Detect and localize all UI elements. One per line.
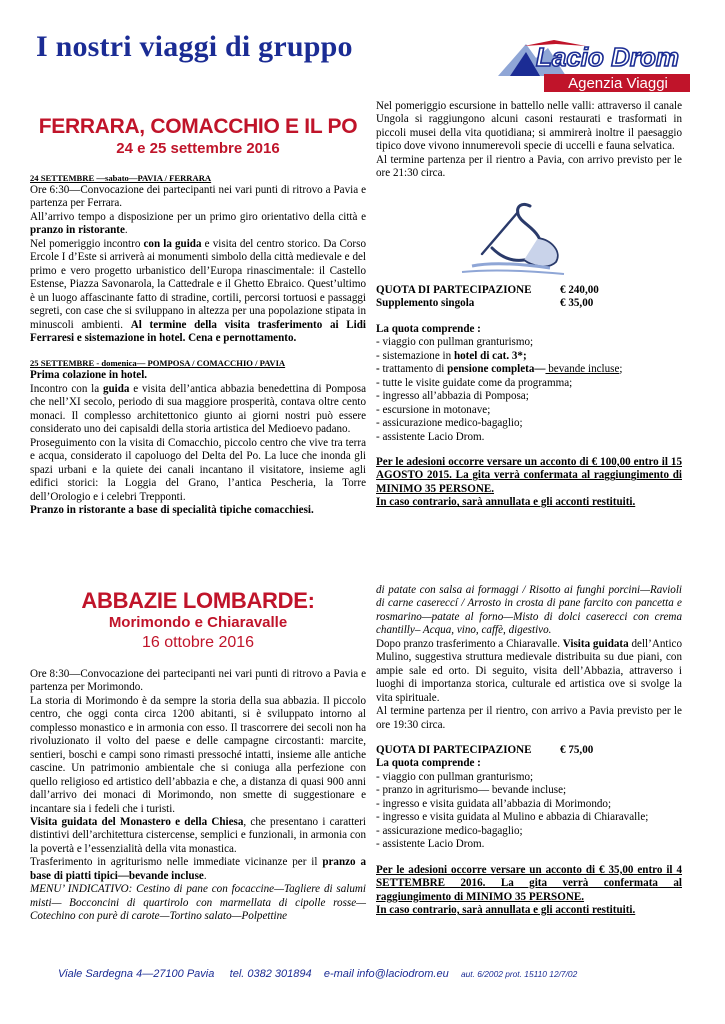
trip1-inc-7: - assicurazione medico-bagaglio; <box>376 417 523 430</box>
trip2-includes-heading: La quota comprende : <box>376 757 481 770</box>
trip1-single-row <box>376 297 682 310</box>
trip1-notice-cancel: In caso contrario, sarà annullata e gli acconti restituiti. <box>376 496 636 509</box>
trip1-price-label: QUOTA DI PARTECIPAZIONE <box>376 284 532 296</box>
trip2-right-p1: Dopo pranzo trasferimento a Chiaravalle. Visita guidata dell’Antico Mulino, suggestiva struttura medievale distribuita su due piani, con ampie sale ed orto. Di seguito, visita dell’Abbazia, attraverso i luoghi di importanza storica, culturale ed artistica ove si svolge la vita spirituale. <box>376 637 683 704</box>
page-title: I nostri viaggi di gruppo <box>36 30 353 63</box>
trip2-p1: Ore 8:30—Convocazione dei partecipanti nei vari punti di ritrovo a Pavia e partenza per Morimondo. <box>30 668 366 694</box>
trip2-notice-cancel: In caso contrario, sarà annullata e gli acconti restituiti. <box>376 903 636 916</box>
trip1-single-label: Supplemento singola <box>376 297 475 310</box>
trip2-price-label: QUOTA DI PARTECIPAZIONE <box>376 743 532 756</box>
trip1-day1-p1: Ore 6:30—Convocazione dei partecipanti nei vari punti di ritrovo a Pavia e partenza per Ferrara. <box>30 184 366 210</box>
logo-graphic <box>496 38 692 94</box>
trip1-right-p2: Al termine partenza per il rientro a Pavia, con arrivo previsto per le ore 21:30 circa. <box>376 153 682 180</box>
trip1-inc-5: - ingresso all’abbazia di Pomposa; <box>376 390 529 403</box>
trip2-inc-2: - pranzo in agriturismo— bevande incluse; <box>376 784 567 797</box>
trip2-inc-3: - ingresso e visita guidata all’abbazia di Morimondo; <box>376 797 612 810</box>
trip1-includes-heading: La quota comprende : <box>376 322 481 335</box>
footer-email[interactable]: e-mail info@laciodrom.eu <box>323 968 449 980</box>
trip1-dates: 24 e 25 settembre 2016 <box>116 140 280 157</box>
trip1-inc-6: - escursione in motonave; <box>376 403 491 416</box>
trip2-right-menu: di patate con salsa ai formaggi / Risotto ai funghi porcini—Ravioli di carne casereccí / Arrosto in crosta di pane farcito con pancetta e rosmarino—patate al forno—Misto di dolci caserecci con crema chantilly– Acqua, vino, caffè, digestivo. <box>376 584 682 637</box>
trip1-single-value: € 35,00 <box>560 297 594 310</box>
trip1-title: FERRARA, COMACCHIO E IL PO <box>38 115 358 138</box>
trip1-day2-p1: Prima colazione in hotel. <box>30 369 148 382</box>
trip1-day1-heading: 24 SETTEMBRE —sabato—PAVIA / FERRARA <box>30 173 212 183</box>
trip1-inc-1: - viaggio con pullman granturismo; <box>376 336 534 349</box>
trip2-right-column <box>376 584 682 917</box>
trip2-p4: Trasferimento in agriturismo nelle immediate vicinanze per il pranzo a base di piatti tipici—bevande incluse. <box>30 856 366 882</box>
trip2-inc-1: - viaggio con pullman granturismo; <box>376 770 534 783</box>
trip1-inc-3: - trattamento di pensione completa— bevande incluse; <box>376 363 623 376</box>
agency-logo <box>496 38 692 94</box>
trip1-day2-p3: Proseguimento con la visita di Comacchio, piccolo centro che vive tra terra e acqua, considerato il capoluogo del Delta del Po. La luce che inonda gli spazi urbani e la quiete dei canali incantano il visitatore, insieme agli edifici storici: la Loggia del Grano, l’antica Pescheria, la Torre dell’Orologio e i celebri Trepponti. <box>30 436 366 503</box>
trip1-day2-p4: Pranzo in ristorante a base di specialità tipiche comacchiesi. <box>30 503 314 516</box>
logo-name: Lacio Drom <box>536 42 680 72</box>
footer-tel: tel. 0382 301894 <box>229 968 312 980</box>
trip1-left-column <box>30 114 366 517</box>
trip2-inc-5: - assicurazione medico-bagaglio; <box>376 824 523 837</box>
trip2-date: 16 ottobre 2016 <box>141 634 255 651</box>
trip1-right-p1: Nel pomeriggio escursione in battello nelle valli: attraverso il canale Ungola si raggiungono alcuni casoni restaurati e trasformati in piccoli musei della vita quotidiana; si ammirerà inoltre il paesaggio tipico dove vivono innumerevoli specie di uccelli e fauna selvatica. <box>376 100 682 153</box>
trip2-p2: La storia di Morimondo è da sempre la storia della sua abbazia. Il piccolo centro, che oggi conta circa 1200 abitanti, si è sviluppato intorno al complesso monastico e in armonia con esso. Il trascorrere dei secoli non ha rivoluzionato il volto del paese e delle campagne circostanti: marcite, sentieri, boschi e campi sono rimasti pressoché intatti, insieme alle antiche cascine. Un patrimonio ambientale che si coniuga alla perfezione con quello religioso ed artistico dell’abbazia e che, a distanza di quasi 900 anni dall’arrivo dei monaci di Morimondo, non smette di suggestionare e incantare sia i fedeli che i turisti. <box>30 694 366 815</box>
trip2-inc-6: - assistente Lacio Drom. <box>376 838 485 851</box>
trip1-inc-2: - sistemazione in hotel di cat. 3*; <box>376 349 527 362</box>
trip2-menu: MENU’ INDICATIVO: Cestino di pane con focaccine—Tagliere di salumi misti— Bocconcini di quartirolo con marmellata di cipolle rosse—Cotechino con purè di carote—Tortino salato—Polpettine <box>30 883 366 923</box>
trip2-subtitle: Morimondo e Chiaravalle <box>108 614 288 631</box>
trip2-price-row <box>376 744 682 757</box>
footer <box>58 968 698 980</box>
trip2-left-column <box>30 588 366 924</box>
trip1-day1-p3: Nel pomeriggio incontro con la guida e visita del centro storico. Da Corso Ercole I d’Este si arriverà ai monumenti simbolo della città medievale e del primo e vero progetto urbanistico dell’Europa rinascimentale: il Castello Estense, Piazza Savonarola, la Cattedrale e il Ghetto Ebraico. Quest’ultimo è un luogo affascinante fatto di stradine, cortili, percorsi tortuosi e passaggi segreti, con case che si sviluppano in altezza per una popolazione stipata in minuscoli ambienti. Al termine della visita trasferimento ai Lidi Ferraresi e sistemazione in hotel. Cena e pernottamento. <box>30 237 366 344</box>
trip1-price-value: € 240,00 <box>560 284 599 296</box>
trip2-right-p2: Al termine partenza per il rientro, con arrivo a Pavia previsto per le ore 19:30 circa. <box>376 705 682 731</box>
trip2-notice: Per le adesioni occorre versare un acconto di € 35,00 entro il 4 SETTEMBRE 2016. La gita verrà confermata al raggiungimento di MINIMO 35 PERSONE. <box>376 863 682 903</box>
trip1-notice: Per le adesioni occorre versare un acconto di € 100,00 entro il 15 AGOSTO 2015. La gita verrà confermata al raggiungimento di MINIMO 35 PERSONE. <box>376 455 682 495</box>
trip1-day1-p2: All’arrivo tempo a disposizione per un primo giro orientativo della città e pranzo in ristorante. <box>30 210 366 237</box>
footer-authorization: aut. 6/2002 prot. 15110 12/7/02 <box>460 969 578 979</box>
trip1-day2-heading: 25 SETTEMBRE - domenica— POMPOSA / COMACCHIO / PAVIA <box>30 358 286 369</box>
footer-address: Viale Sardegna 4—27100 Pavia <box>58 968 215 980</box>
trip1-right-column <box>376 100 682 181</box>
trip1-price-row <box>376 284 682 297</box>
trip2-price-value: € 75,00 <box>560 743 594 756</box>
logo-tagline: Agenzia Viaggi <box>568 75 668 92</box>
trip1-inc-4: - tutte le visite guidate come da programma; <box>376 376 573 389</box>
trip2-p3: Visita guidata del Monastero e della Chiesa, che presentano i caratteri distintivi dell’architettura cistercense, semplici e funzionali, in armonia con la povertà e l’essenzialità della vita monastica. <box>30 815 366 855</box>
trip1-day2-p2: Incontro con la guida e visita dell’antica abbazia benedettina di Pomposa che nell’XI secolo, periodo di sua maggiore prosperità, contava oltre cento monaci. Il complesso architettonico giunto ai giorni nostri può essere considerato uno dei capisaldi della storia artistica del Medioevo padano. <box>30 382 366 436</box>
trip1-inc-8: - assistente Lacio Drom. <box>376 430 485 443</box>
trip2-inc-4: - ingresso e visita guidata al Mulino e abbazia di Chiaravalle; <box>376 811 649 824</box>
trip1-pricing <box>376 284 682 510</box>
heron-icon <box>452 196 568 276</box>
trip2-title: ABBAZIE LOMBARDE: <box>81 588 315 613</box>
